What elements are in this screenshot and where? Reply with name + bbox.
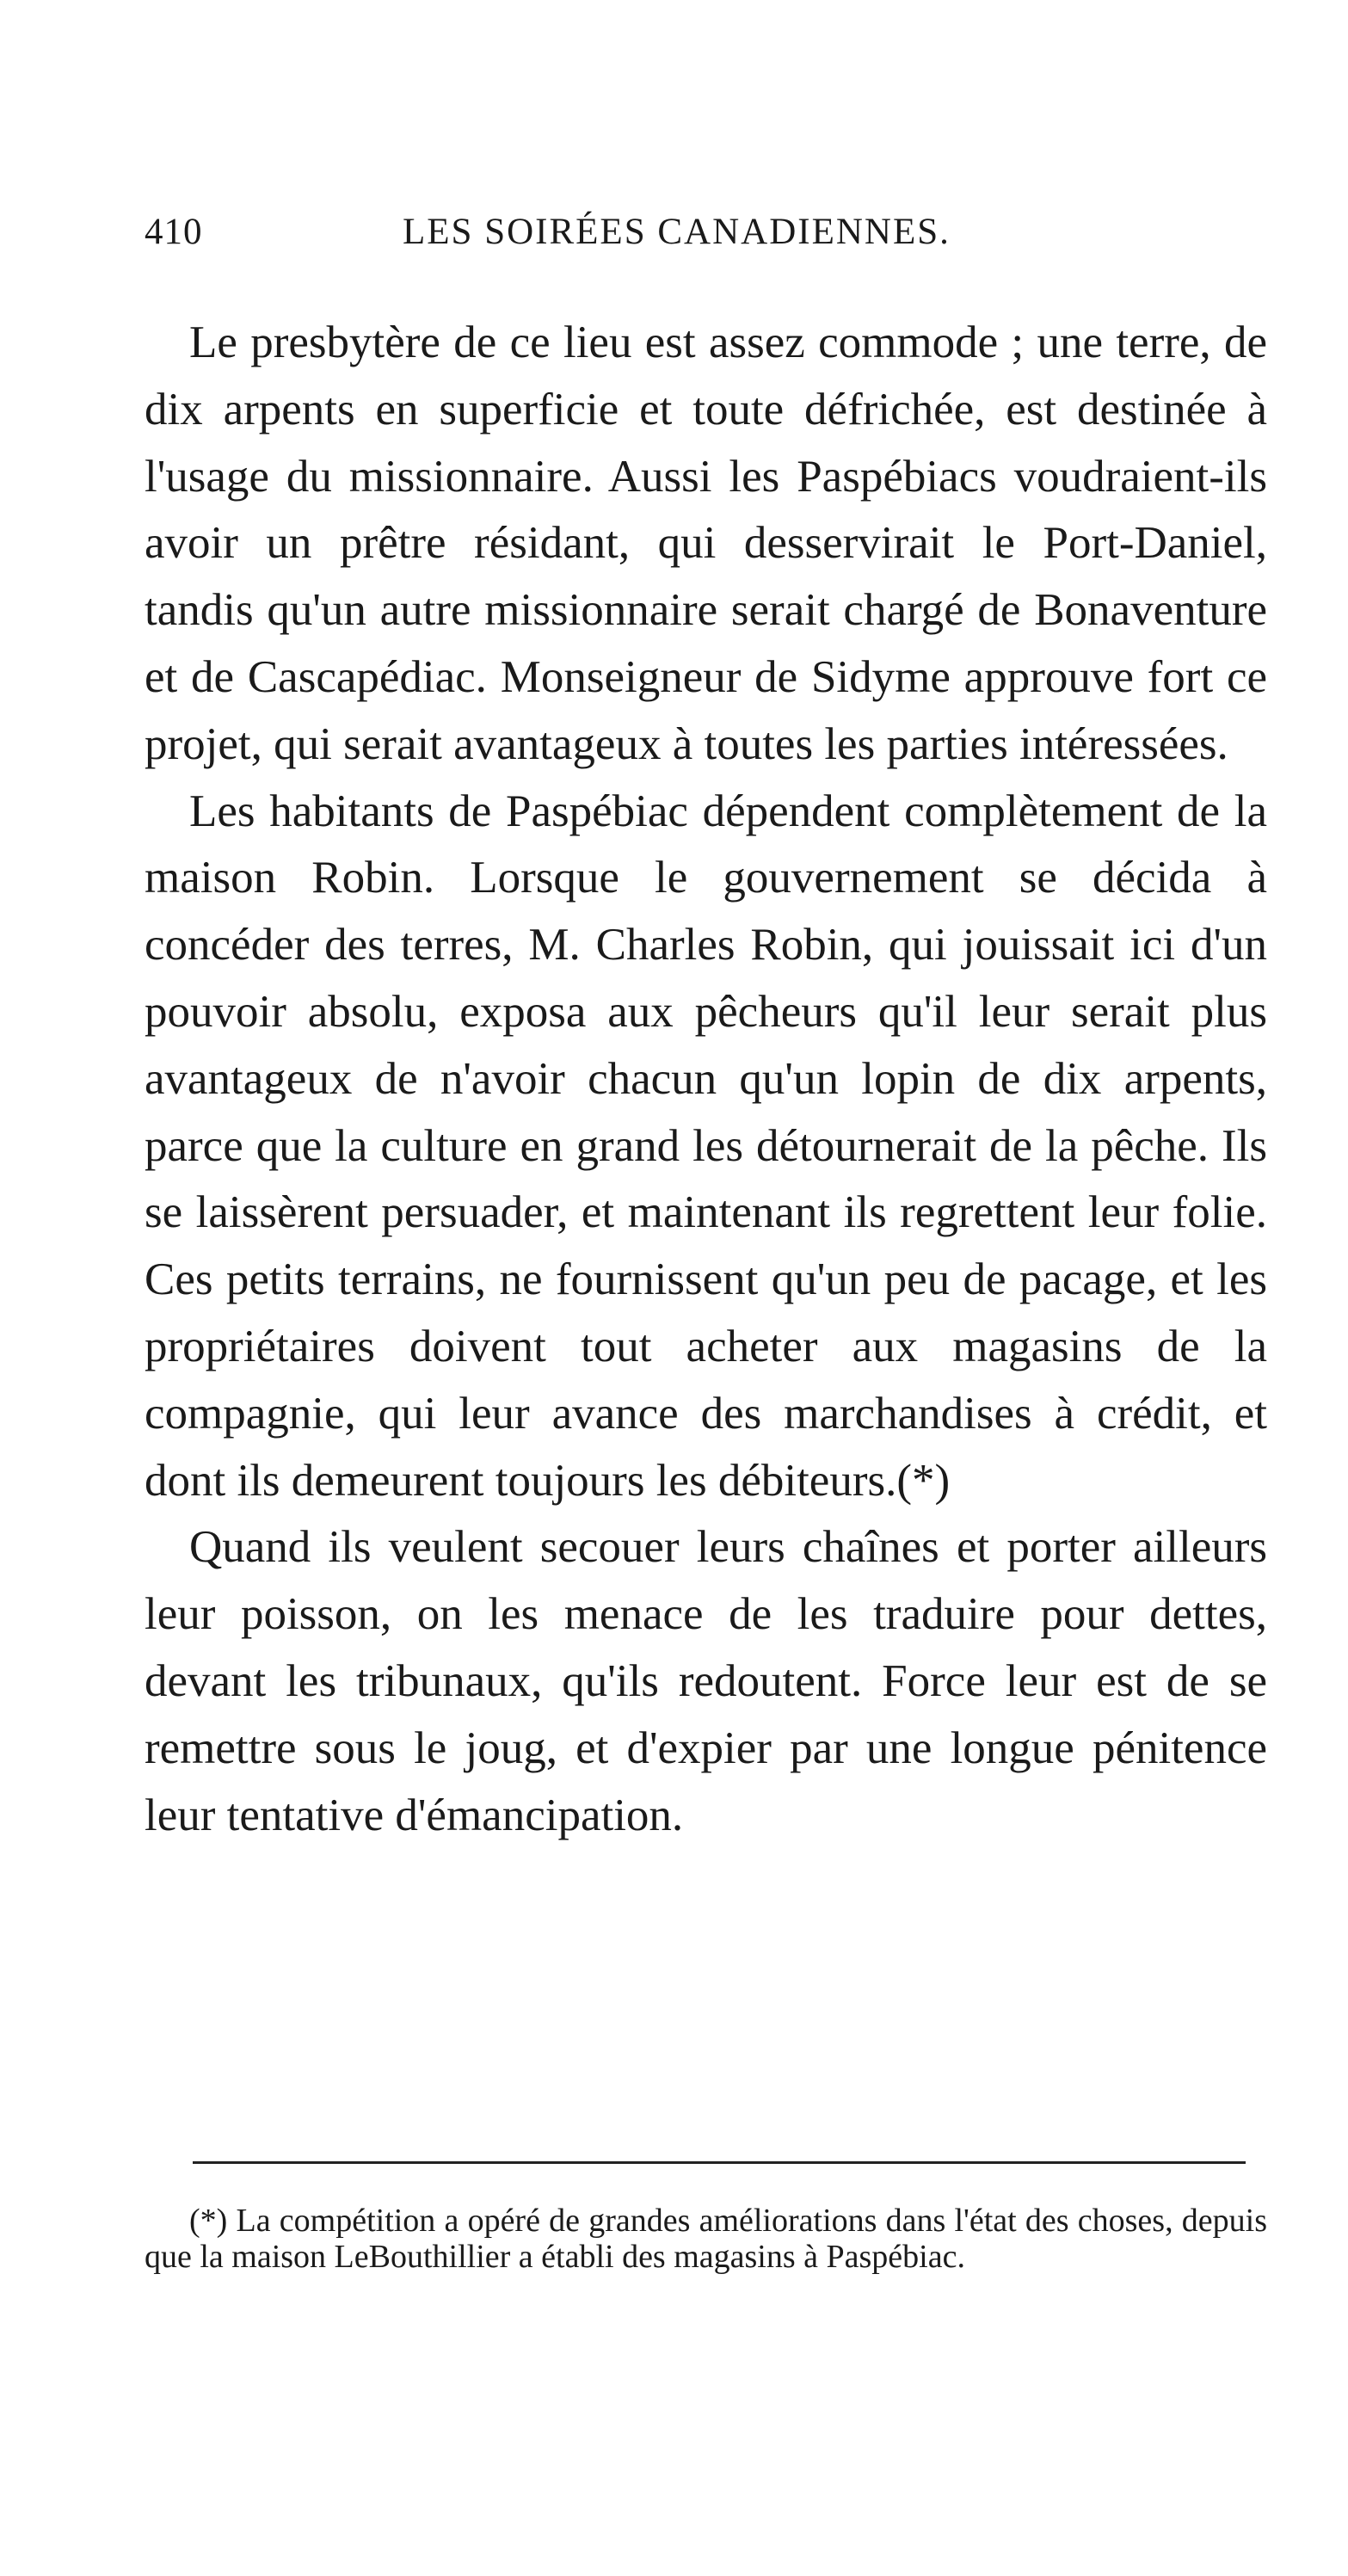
- page-number: 410: [145, 212, 203, 252]
- footnote-divider: [193, 2161, 1246, 2164]
- running-head: [145, 211, 1262, 262]
- running-title: LES SOIRÉES CANADIENNES.: [403, 212, 951, 252]
- footnote-text: (*) La compétition a opéré de grandes améliorations dans l'état des choses, depuis que la maison LeBouthillier a établi des magasins à Paspébiac.: [145, 2203, 1267, 2275]
- paragraph-1: Le presbytère de ce lieu est assez commode ; une terre, de dix arpents en superficie et toute défrichée, est destinée à l'usage du missionnaire. Aussi les Paspébiacs voudraient-ils avoir un prêtre résidant, qui desservirait le Port-Daniel, tandis qu'un autre missionnaire serait chargé de Bonaventure et de Cascapédiac. Monseigneur de Sidyme approuve fort ce projet, qui serait avantageux à toutes les parties intéressées.: [145, 317, 1267, 769]
- paragraph-2: Les habitants de Paspébiac dépendent complètement de la maison Robin. Lorsque le gouvernement se décida à concéder des terres, M. Charles Robin, qui jouissait ici d'un pouvoir absolu, exposa aux pêcheurs qu'il leur serait plus avantageux de n'avoir chacun qu'un lopin de dix arpents, parce que la culture en grand les détournerait de la pêche. Ils se laissèrent persuader, et maintenant ils regrettent leur folie. Ces petits terrains, ne fournissent qu'un peu de pacage, et les propriétaires doivent tout acheter aux magasins de la compagnie, qui leur avance des marchandises à crédit, et dont ils demeurent toujours les débiteurs.(*): [145, 786, 1267, 1506]
- footnote: [145, 2203, 1267, 2275]
- paragraph-3: Quand ils veulent secouer leurs chaînes et porter ailleurs leur poisson, on les menace de les traduire pour dettes, devant les tribunaux, qu'ils redoutent. Force leur est de se remettre sous le joug, et d'expier par une longue pénitence leur tentative d'émancipation.: [145, 1522, 1267, 1840]
- body-text: [145, 310, 1267, 1849]
